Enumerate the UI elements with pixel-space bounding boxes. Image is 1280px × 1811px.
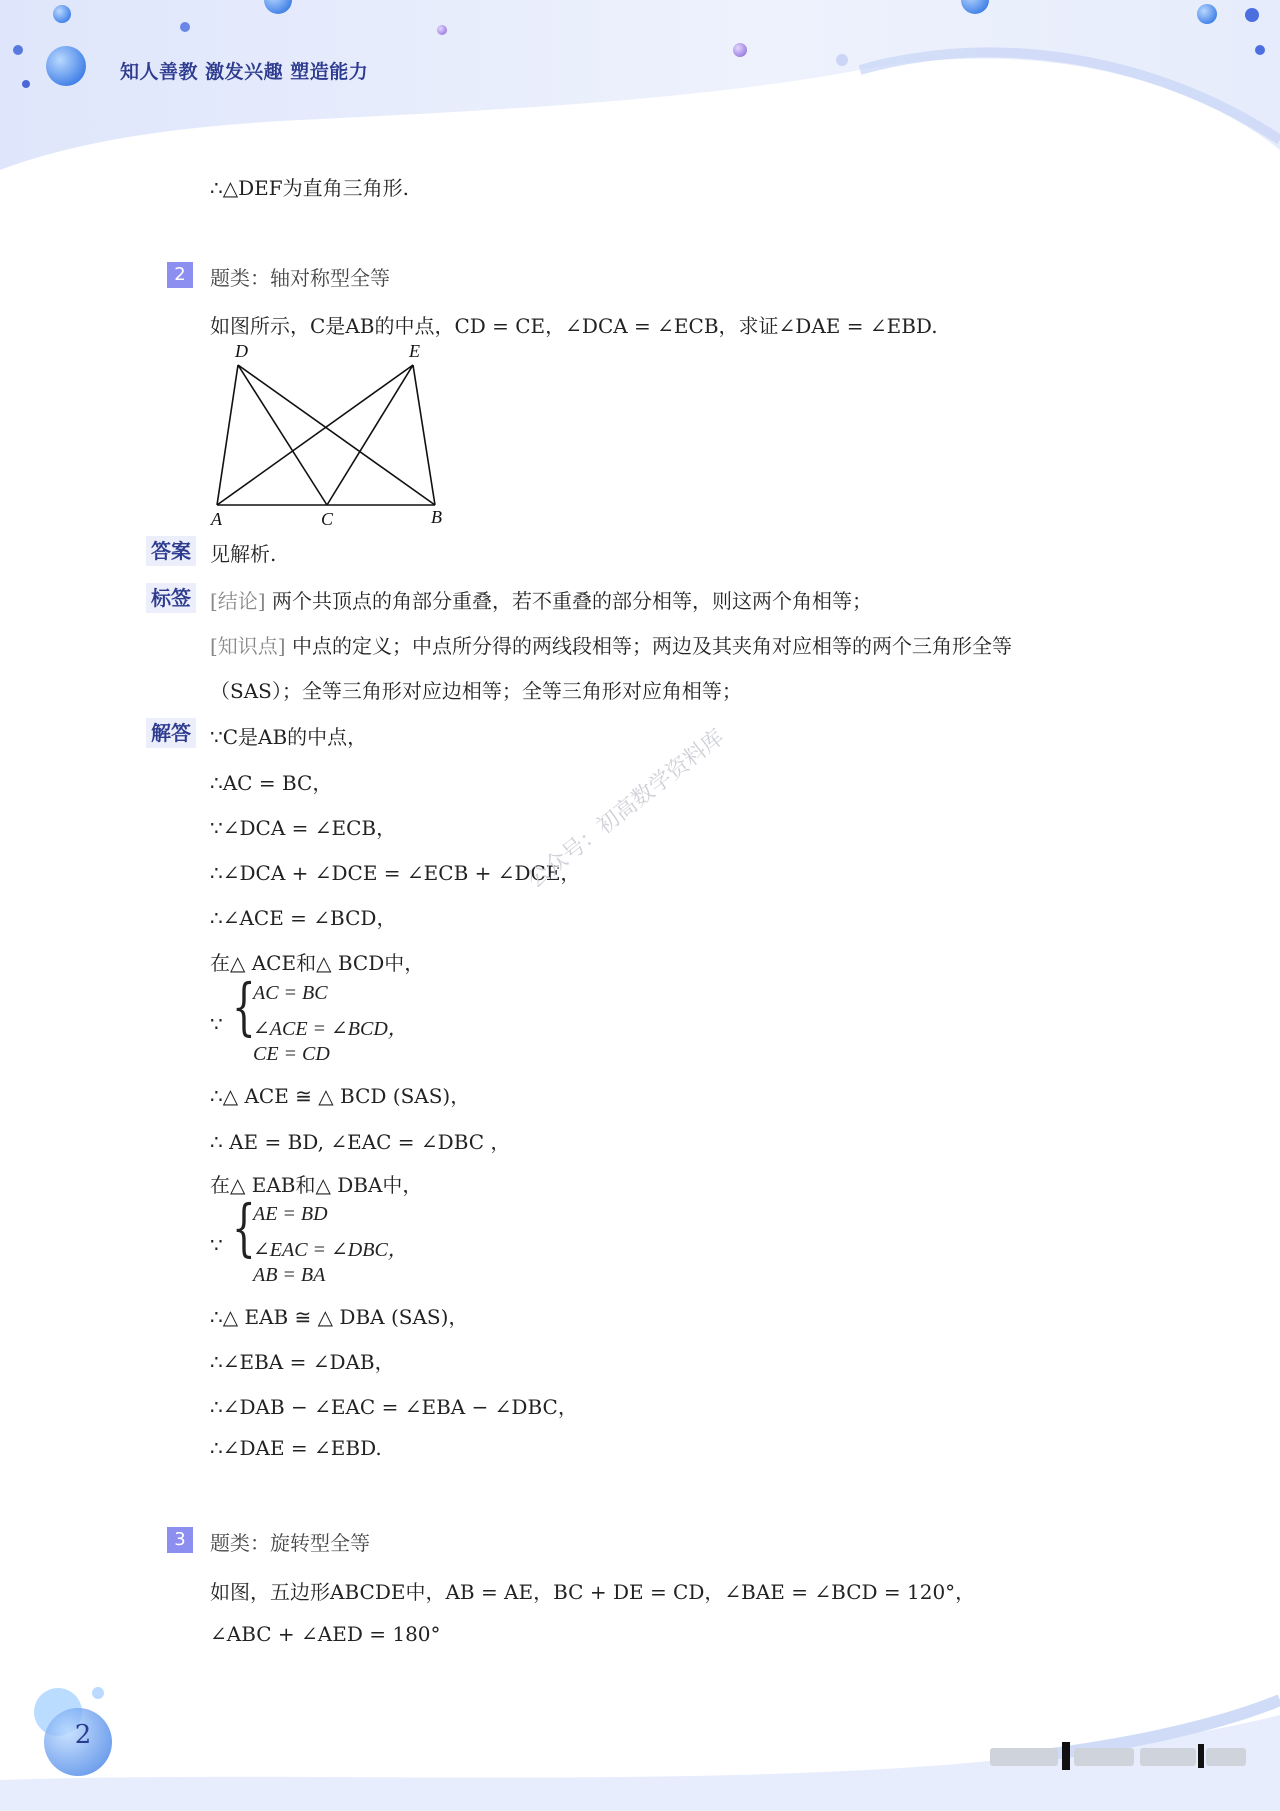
left-brace: {: [232, 1191, 256, 1264]
system-equation: AE = BD: [253, 1203, 328, 1225]
label-tag: 标签: [146, 583, 196, 613]
segment-be: [413, 365, 435, 505]
problem-statement-continued: ∠ABC + ∠AED = 180°: [210, 1622, 441, 1646]
conclusion-text: 两个共顶点的角部分重叠，若不重叠的部分相等，则这两个角相等；: [271, 589, 872, 613]
system-equation: AC = BC: [253, 982, 328, 1004]
watermark: 公众号：初高数学资料库: [523, 724, 730, 894]
system-equation: CE = CD: [253, 1043, 330, 1065]
solution-step: ∴∠DAB − ∠EAC = ∠EBA − ∠DBC，: [210, 1395, 578, 1419]
segment-ae: [217, 365, 413, 505]
left-brace: {: [232, 970, 256, 1043]
geometry-figure: [205, 335, 465, 530]
solution-step: 在△ EAB和△ DBA中，: [210, 1173, 423, 1197]
knowledge-line: [210, 630, 1012, 659]
system-equation: ∠ACE = ∠BCD，: [253, 1018, 408, 1040]
conclusion-label: [结论]: [210, 589, 266, 613]
solution-step: ∴∠DAE = ∠EBD.: [210, 1436, 382, 1460]
solution-step: ∴∠ACE = ∠BCD，: [210, 906, 397, 930]
solution-step: ∴△ EAB ≅ △ DBA (SAS)，: [210, 1305, 469, 1329]
solution-step: ∴∠EBA = ∠DAB，: [210, 1350, 395, 1374]
problem-statement: 如图所示，C是AB的中点，CD = CE，∠DCA = ∠ECB，求证∠DAE = ∠EBD.: [210, 314, 938, 338]
solution-step: ∴∠DCA + ∠DCE = ∠ECB + ∠DCE，: [210, 861, 581, 885]
answer-text: 见解析.: [210, 542, 277, 566]
question-number-badge: 3: [167, 1527, 193, 1553]
solution-step: ∵∠DCA = ∠ECB，: [210, 816, 397, 840]
solution-step: ∵C是AB的中点，: [210, 725, 368, 749]
solution-step: ∴AC = BC，: [210, 771, 333, 795]
question-type: 题类：旋转型全等: [210, 1531, 370, 1555]
knowledge-text-2: （SAS）；全等三角形对应边相等；全等三角形对应角相等；: [210, 679, 742, 703]
answer-tag: 答案: [146, 536, 196, 566]
question-type: 题类：轴对称型全等: [210, 266, 390, 290]
previous-conclusion: ∴△DEF为直角三角形.: [210, 176, 409, 200]
solution-step: ∴ AE = BD, ∠EAC = ∠DBC ，: [210, 1130, 511, 1154]
solution-step: ∴△ ACE ≅ △ BCD (SAS)，: [210, 1084, 471, 1108]
because-symbol: ∵: [210, 1233, 223, 1257]
question-number-badge: 2: [167, 262, 193, 288]
system-equation: ∠EAC = ∠DBC，: [253, 1239, 408, 1261]
solution-tag: 解答: [146, 718, 196, 748]
conclusion-line: [210, 585, 872, 614]
label-c: C: [321, 509, 334, 529]
knowledge-text-1: 中点的定义；中点所分得的两线段相等；两边及其夹角对应相等的两个三角形全等: [291, 634, 1012, 658]
label-e: E: [409, 341, 420, 361]
page-number: 2: [74, 1720, 92, 1750]
label-a: A: [211, 509, 222, 529]
label-d: D: [235, 341, 248, 361]
segment-bd: [238, 365, 435, 505]
system-equation: AB = BA: [253, 1264, 326, 1286]
header-slogan: 知人善教 激发兴趣 塑造能力: [120, 61, 369, 83]
corner-logo-mark: [990, 1740, 1248, 1772]
segment-ad: [217, 365, 238, 505]
problem-statement: 如图，五边形ABCDE中，AB = AE，BC + DE = CD，∠BAE = ∠BCD = 120°，: [210, 1580, 976, 1604]
label-b: B: [431, 507, 442, 527]
solution-step: 在△ ACE和△ BCD中，: [210, 951, 425, 975]
knowledge-label: [知识点]: [210, 634, 286, 658]
segment-ec: [327, 365, 413, 505]
because-symbol: ∵: [210, 1012, 223, 1036]
